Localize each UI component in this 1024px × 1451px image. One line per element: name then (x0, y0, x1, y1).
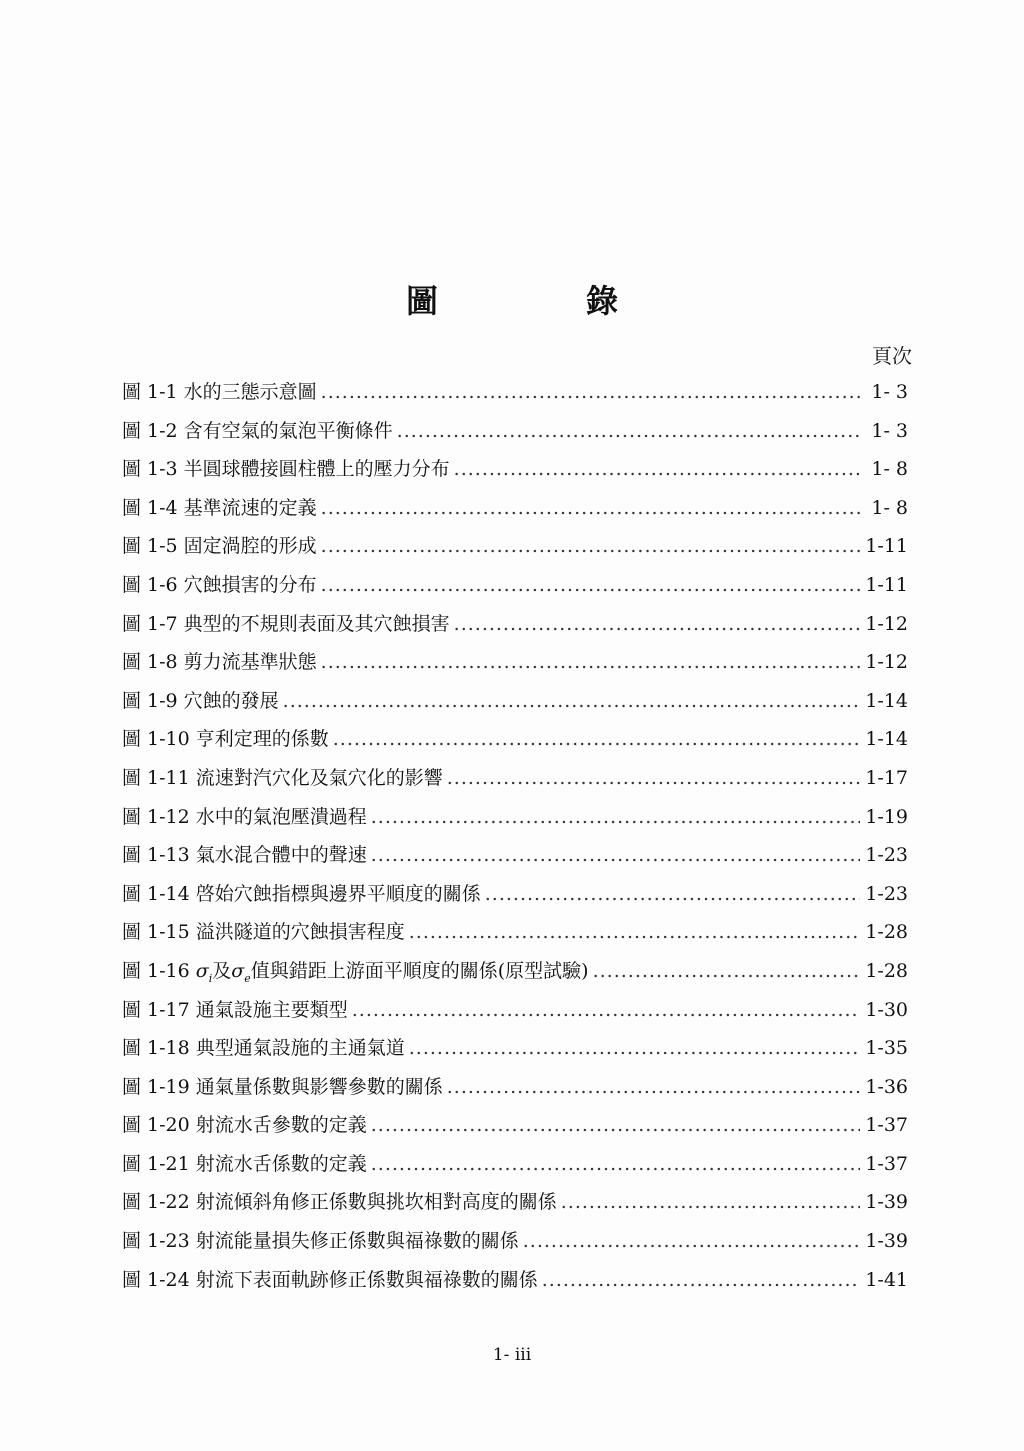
dot-leader (454, 458, 860, 480)
figure-title: 流速對汽穴化及氣穴化的影響 (195, 766, 443, 789)
figure-list-item (122, 802, 908, 841)
dot-leader (352, 999, 860, 1021)
figure-page-number: 1- 8 (871, 496, 908, 519)
figure-number: 圖 1-18 (122, 1037, 190, 1060)
figure-title: 通氣量係數與影響參數的關係 (195, 1075, 443, 1098)
figure-title: 含有空氣的氣泡平衡條件 (183, 419, 393, 442)
dot-leader (447, 1076, 860, 1098)
figure-page-number: 1- 3 (871, 419, 908, 442)
figure-list-item (122, 840, 908, 879)
dot-leader (409, 1037, 860, 1059)
dot-leader (454, 613, 860, 635)
figure-list-item (122, 647, 908, 686)
figure-title: 典型的不規則表面及其穴蝕損害 (183, 612, 450, 635)
figure-title: 穴蝕的發展 (183, 689, 279, 712)
figure-number: 圖 1-7 (122, 612, 178, 635)
figure-page-number: 1-36 (865, 1075, 908, 1098)
conjunction: 及 (212, 959, 232, 982)
figure-title: 氣水混合體中的聲速 (195, 844, 367, 867)
figure-page-number: 1-12 (865, 612, 908, 635)
dot-leader (371, 1153, 860, 1175)
figure-title: 穴蝕損害的分布 (183, 573, 317, 596)
dot-leader (485, 883, 860, 905)
dot-leader (561, 1191, 860, 1213)
figure-page-number: 1- 3 (871, 381, 908, 403)
figure-title: 亨利定理的係數 (195, 728, 329, 751)
figure-number: 圖 1-12 (122, 805, 190, 828)
dot-leader (321, 651, 860, 673)
figure-list-item (122, 416, 908, 455)
figure-title: 固定渦腔的形成 (183, 535, 317, 558)
figure-number: 圖 1-10 (122, 728, 190, 751)
dot-leader (523, 1230, 860, 1252)
figure-list-item (122, 454, 908, 493)
figure-title: 剪力流基準狀態 (183, 651, 317, 674)
figure-page-number: 1-39 (865, 1191, 908, 1214)
figure-title: 射流下表面軌跡修正係數與福祿數的關係 (195, 1268, 538, 1291)
figure-list-item (122, 1265, 908, 1304)
figure-title: 水的三態示意圖 (183, 381, 317, 403)
figure-title: 水中的氣泡壓潰過程 (195, 805, 367, 828)
figure-page-number: 1-39 (865, 1230, 908, 1253)
figure-list-item (122, 995, 908, 1034)
dot-leader (371, 844, 860, 866)
dot-leader (371, 1114, 860, 1136)
figure-page-number: 1- 8 (871, 458, 908, 481)
dot-leader (409, 921, 860, 943)
figure-page-number: 1-19 (865, 805, 908, 828)
dot-leader (447, 767, 860, 789)
figure-title: 射流水舌係數的定義 (195, 1152, 367, 1175)
figure-page-number: 1-11 (865, 535, 908, 558)
figure-list-item (122, 1187, 908, 1226)
figure-number: 圖 1-1 (122, 381, 178, 403)
figure-number: 圖 1-6 (122, 573, 178, 596)
dot-leader (593, 960, 860, 982)
figure-list-item (122, 724, 908, 763)
figure-number: 圖 1-5 (122, 535, 178, 558)
figure-list-item (122, 1033, 908, 1072)
dot-leader (321, 381, 860, 403)
figure-page-number: 1-30 (865, 998, 908, 1021)
figure-number: 圖 1-23 (122, 1230, 190, 1253)
figure-page-number: 1-14 (865, 689, 908, 712)
figure-list-item (122, 493, 908, 532)
figure-page-number: 1-23 (865, 882, 908, 905)
figure-title: 射流傾斜角修正係數與挑坎相對高度的關係 (195, 1191, 557, 1214)
figure-title: 基準流速的定義 (183, 496, 317, 519)
figure-list-item (122, 956, 908, 995)
figure-number: 圖 1-2 (122, 419, 178, 442)
figure-list-item (122, 1149, 908, 1188)
figure-title-symbols (196, 956, 251, 985)
dot-leader (333, 728, 860, 750)
figure-page-number: 1-14 (865, 728, 908, 751)
figure-number: 圖 1-19 (122, 1075, 190, 1098)
dot-leader (397, 420, 860, 442)
figure-title: 啓始穴蝕指標與邊界平順度的關係 (195, 882, 481, 905)
figure-list (122, 377, 908, 1303)
figure-list-item (122, 1226, 908, 1265)
figure-title: 半圓球體接圓柱體上的壓力分布 (183, 458, 450, 481)
figure-number: 圖 1-20 (122, 1114, 190, 1137)
figure-title: 溢洪隧道的穴蝕損害程度 (195, 921, 405, 944)
figure-list-item (122, 377, 908, 416)
figure-title: 通氣設施主要類型 (195, 998, 348, 1021)
page-number-footer: 1- iii (492, 1345, 532, 1365)
figure-number: 圖 1-11 (122, 766, 190, 789)
sigma-symbol: σ (195, 959, 209, 982)
figure-number: 圖 1-8 (122, 651, 178, 674)
figure-page-number: 1-35 (865, 1037, 908, 1060)
figure-page-number: 1-11 (865, 573, 908, 596)
figure-list-item (122, 879, 908, 918)
figure-page-number: 1-12 (865, 651, 908, 674)
figure-number: 圖 1-21 (122, 1152, 190, 1175)
figure-title: 典型通氣設施的主通氣道 (195, 1037, 405, 1060)
figure-page-number: 1-17 (865, 766, 908, 789)
dot-leader (321, 535, 860, 557)
figure-number: 圖 1-4 (122, 496, 178, 519)
figure-page-number: 1-28 (865, 959, 908, 982)
subscript: e (244, 971, 251, 985)
figure-title: 射流水舌參數的定義 (195, 1114, 367, 1137)
figure-list-item (122, 570, 908, 609)
figure-number: 圖 1-16 (122, 959, 190, 982)
figure-page-number: 1-28 (865, 921, 908, 944)
figure-list-item (122, 1110, 908, 1149)
figure-number: 圖 1-17 (122, 998, 190, 1021)
dot-leader (371, 806, 860, 828)
figure-number: 圖 1-9 (122, 689, 178, 712)
sigma-symbol: σ (231, 959, 245, 982)
page-column-label: 頁次 (872, 344, 912, 368)
figure-list-item (122, 609, 908, 648)
page-title: 圖 錄 (405, 282, 676, 320)
figure-number: 圖 1-24 (122, 1268, 190, 1291)
figure-page-number: 1-37 (865, 1152, 908, 1175)
figure-number: 圖 1-13 (122, 844, 190, 867)
figure-list-item (122, 763, 908, 802)
figure-title: 值與錯距上游面平順度的關係(原型試驗) (250, 959, 589, 982)
figure-list-item (122, 686, 908, 725)
figure-number: 圖 1-3 (122, 458, 178, 481)
figure-list-item (122, 531, 908, 570)
figure-number: 圖 1-22 (122, 1191, 190, 1214)
dot-leader (283, 690, 860, 712)
subscript: i (208, 971, 213, 985)
figure-page-number: 1-37 (865, 1114, 908, 1137)
dot-leader (321, 574, 860, 596)
figure-list-item (122, 917, 908, 956)
dot-leader (542, 1269, 860, 1291)
figure-page-number: 1-41 (865, 1268, 908, 1291)
figure-page-number: 1-23 (865, 844, 908, 867)
dot-leader (321, 497, 860, 519)
figure-number: 圖 1-14 (122, 882, 190, 905)
figure-title: 射流能量損失修正係數與福祿數的關係 (195, 1230, 519, 1253)
figure-list-item (122, 1072, 908, 1111)
figure-number: 圖 1-15 (122, 921, 190, 944)
